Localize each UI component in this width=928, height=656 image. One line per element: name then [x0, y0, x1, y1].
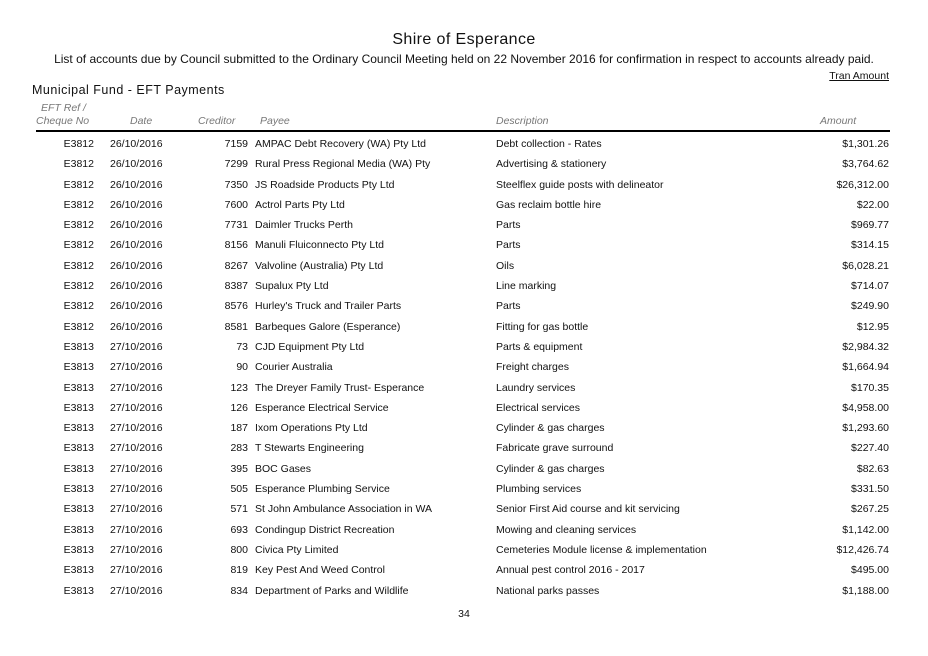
- cell-payee: Esperance Electrical Service: [255, 401, 389, 414]
- cell-ref: E3813: [63, 503, 94, 516]
- cell-date: 27/10/2016: [110, 381, 163, 394]
- cell-payee: Esperance Plumbing Service: [255, 483, 390, 496]
- cell-payee: The Dreyer Family Trust- Esperance: [255, 381, 425, 394]
- cell-creditor: 395: [230, 462, 248, 475]
- table-row: [0, 417, 928, 437]
- cell-amount: $22.00: [856, 198, 889, 211]
- cell-date: 27/10/2016: [110, 584, 163, 597]
- cell-ref: E3812: [63, 178, 94, 191]
- table-row: [0, 255, 928, 275]
- cell-payee: BOC Gases: [255, 462, 312, 475]
- document-title: Shire of Esperance: [392, 31, 536, 48]
- cell-ref: E3813: [63, 401, 94, 414]
- cell-ref: E3812: [63, 219, 94, 232]
- cell-creditor: 8156: [224, 239, 248, 252]
- cell-creditor: 7350: [224, 178, 248, 191]
- cell-date: 27/10/2016: [110, 401, 163, 414]
- cell-date: 27/10/2016: [110, 462, 163, 475]
- fund-section-title: Municipal Fund - EFT Payments: [32, 83, 225, 97]
- cell-payee: Hurley's Truck and Trailer Parts: [255, 300, 402, 313]
- table-row: [0, 458, 928, 478]
- cell-ref: E3812: [63, 138, 94, 150]
- cell-ref: E3812: [63, 158, 94, 171]
- cell-ref: E3812: [63, 320, 94, 333]
- table-row: [0, 397, 928, 417]
- cell-payee: Manuli Fluiconnecto Pty Ltd: [255, 239, 384, 252]
- cell-amount: $3,764.62: [842, 158, 889, 171]
- cell-ref: E3813: [63, 564, 94, 577]
- table-row: [0, 133, 928, 153]
- cell-creditor: 800: [230, 543, 248, 556]
- cell-description: Laundry services: [496, 381, 576, 394]
- cell-amount: $331.50: [851, 483, 889, 496]
- cell-description: Cemeteries Module license & implementation: [496, 543, 707, 556]
- cell-date: 26/10/2016: [110, 158, 163, 171]
- cell-payee: JS Roadside Products Pty Ltd: [255, 178, 395, 191]
- cell-ref: E3813: [63, 483, 94, 496]
- table-row: [0, 174, 928, 194]
- cell-creditor: 7159: [224, 138, 248, 150]
- cell-ref: E3813: [63, 442, 94, 455]
- cell-date: 26/10/2016: [110, 138, 163, 150]
- cell-creditor: 283: [230, 442, 248, 455]
- cell-creditor: 834: [230, 584, 248, 597]
- cell-payee: Daimler Trucks Perth: [255, 219, 354, 232]
- cell-creditor: 693: [230, 523, 248, 536]
- cell-payee: Key Pest And Weed Control: [255, 564, 385, 577]
- cell-ref: E3813: [63, 543, 94, 556]
- cell-description: Steelflex guide posts with delineator: [496, 178, 664, 191]
- cell-payee: Courier Australia: [255, 361, 333, 374]
- cell-date: 26/10/2016: [110, 198, 163, 211]
- table-row: [0, 194, 928, 214]
- cell-description: Fitting for gas bottle: [496, 320, 589, 333]
- table-row: [0, 356, 928, 376]
- cell-description: Parts: [496, 300, 521, 313]
- cell-amount: $26,312.00: [836, 178, 889, 191]
- cell-amount: $12.95: [856, 320, 889, 333]
- cell-date: 26/10/2016: [110, 259, 163, 272]
- cell-description: Gas reclaim bottle hire: [496, 198, 602, 211]
- cell-creditor: 7299: [224, 158, 248, 171]
- cell-description: Annual pest control 2016 - 2017: [496, 564, 645, 577]
- table-row: [0, 437, 928, 457]
- payments-table-body: [0, 133, 928, 600]
- cell-creditor: 7600: [224, 198, 248, 211]
- cell-amount: $969.77: [851, 219, 889, 232]
- cell-ref: E3812: [63, 300, 94, 313]
- cell-payee: Department of Parks and Wildlife: [255, 584, 409, 597]
- cell-date: 26/10/2016: [110, 320, 163, 333]
- cell-ref: E3813: [63, 523, 94, 536]
- cell-description: Senior First Aid course and kit servicing: [496, 503, 680, 516]
- cell-date: 27/10/2016: [110, 340, 163, 353]
- cell-creditor: 8581: [224, 320, 248, 333]
- cell-ref: E3813: [63, 422, 94, 435]
- column-header-date: Date: [130, 115, 153, 127]
- cell-description: Parts & equipment: [496, 340, 583, 353]
- cell-date: 27/10/2016: [110, 564, 163, 577]
- column-header-creditor: Creditor: [198, 115, 236, 127]
- cell-payee: Ixom Operations Pty Ltd: [255, 422, 368, 435]
- cell-payee: Condingup District Recreation: [255, 523, 395, 536]
- header-divider: [36, 130, 890, 132]
- column-header-ref-line1: EFT Ref /: [41, 102, 86, 114]
- cell-ref: E3813: [63, 340, 94, 353]
- cell-creditor: 126: [230, 401, 248, 414]
- cell-payee: AMPAC Debt Recovery (WA) Pty Ltd: [255, 138, 426, 150]
- cell-amount: $12,426.74: [836, 543, 889, 556]
- cell-description: Cylinder & gas charges: [496, 462, 605, 475]
- column-header-payee: Payee: [260, 115, 290, 127]
- cell-payee: Civica Pty Limited: [255, 543, 339, 556]
- cell-amount: $267.25: [851, 503, 889, 516]
- cell-date: 27/10/2016: [110, 361, 163, 374]
- cell-amount: $1,188.00: [842, 584, 889, 597]
- cell-payee: T Stewarts Engineering: [255, 442, 364, 455]
- cell-creditor: 73: [236, 340, 248, 353]
- column-header-amount: Amount: [820, 115, 857, 127]
- column-header-description: Description: [496, 115, 549, 127]
- cell-payee: Barbeques Galore (Esperance): [255, 320, 401, 333]
- cell-description: Cylinder & gas charges: [496, 422, 605, 435]
- column-header-ref-line2: Cheque No: [36, 115, 90, 127]
- cell-amount: $1,142.00: [842, 523, 889, 536]
- cell-creditor: 505: [230, 483, 248, 496]
- cell-amount: $227.40: [851, 442, 889, 455]
- cell-creditor: 187: [230, 422, 248, 435]
- cell-amount: $170.35: [851, 381, 889, 394]
- cell-ref: E3813: [63, 584, 94, 597]
- table-row: [0, 519, 928, 539]
- cell-date: 26/10/2016: [110, 219, 163, 232]
- cell-payee: Rural Press Regional Media (WA) Pty: [255, 158, 431, 171]
- cell-payee: Actrol Parts Pty Ltd: [255, 198, 345, 211]
- cell-amount: $82.63: [856, 462, 889, 475]
- cell-description: Oils: [496, 259, 515, 272]
- page-number: 34: [458, 608, 470, 620]
- cell-date: 27/10/2016: [110, 503, 163, 516]
- table-row: [0, 559, 928, 579]
- cell-date: 27/10/2016: [110, 422, 163, 435]
- table-row: [0, 234, 928, 254]
- cell-creditor: 819: [230, 564, 248, 577]
- cell-date: 27/10/2016: [110, 442, 163, 455]
- cell-amount: $1,301.26: [842, 138, 889, 150]
- cell-payee: Valvoline (Australia) Pty Ltd: [255, 259, 384, 272]
- tran-amount-label: Tran Amount: [829, 70, 889, 82]
- table-row: [0, 275, 928, 295]
- cell-description: Advertising & stationery: [496, 158, 607, 171]
- table-row: [0, 498, 928, 518]
- document-subtitle: List of accounts due by Council submitted to the Ordinary Council Meeting held on 22 November 2016 for confirmation in respect to accounts already paid.: [54, 52, 874, 66]
- table-row: [0, 377, 928, 397]
- cell-amount: $249.90: [851, 300, 889, 313]
- cell-ref: E3812: [63, 239, 94, 252]
- table-row: [0, 214, 928, 234]
- cell-payee: Supalux Pty Ltd: [255, 280, 329, 293]
- cell-creditor: 571: [230, 503, 248, 516]
- cell-date: 27/10/2016: [110, 523, 163, 536]
- cell-date: 26/10/2016: [110, 280, 163, 293]
- cell-amount: $1,664.94: [842, 361, 889, 374]
- cell-description: Line marking: [496, 280, 557, 293]
- cell-creditor: 8267: [224, 259, 248, 272]
- cell-ref: E3813: [63, 381, 94, 394]
- cell-ref: E3812: [63, 280, 94, 293]
- cell-date: 26/10/2016: [110, 300, 163, 313]
- cell-description: Fabricate grave surround: [496, 442, 614, 455]
- cell-description: National parks passes: [496, 584, 600, 597]
- cell-date: 26/10/2016: [110, 178, 163, 191]
- cell-description: Electrical services: [496, 401, 581, 414]
- table-row: [0, 316, 928, 336]
- cell-amount: $714.07: [851, 280, 889, 293]
- cell-amount: $1,293.60: [842, 422, 889, 435]
- cell-ref: E3813: [63, 361, 94, 374]
- cell-amount: $6,028.21: [842, 259, 889, 272]
- table-row: [0, 295, 928, 315]
- cell-amount: $314.15: [851, 239, 889, 252]
- cell-creditor: 8387: [224, 280, 248, 293]
- cell-payee: St John Ambulance Association in WA: [255, 503, 433, 516]
- cell-date: 27/10/2016: [110, 543, 163, 556]
- cell-description: Plumbing services: [496, 483, 582, 496]
- table-row: [0, 580, 928, 600]
- cell-description: Debt collection - Rates: [496, 138, 602, 150]
- cell-date: 26/10/2016: [110, 239, 163, 252]
- cell-payee: CJD Equipment Pty Ltd: [255, 340, 365, 353]
- cell-creditor: 7731: [224, 219, 248, 232]
- cell-description: Freight charges: [496, 361, 569, 374]
- table-row: [0, 336, 928, 356]
- table-row: [0, 153, 928, 173]
- cell-ref: E3812: [63, 259, 94, 272]
- table-row: [0, 478, 928, 498]
- cell-creditor: 123: [230, 381, 248, 394]
- cell-description: Parts: [496, 219, 521, 232]
- cell-amount: $2,984.32: [842, 340, 889, 353]
- cell-ref: E3812: [63, 198, 94, 211]
- cell-description: Parts: [496, 239, 521, 252]
- cell-ref: E3813: [63, 462, 94, 475]
- table-row: [0, 539, 928, 559]
- cell-creditor: 90: [236, 361, 248, 374]
- cell-description: Mowing and cleaning services: [496, 523, 637, 536]
- cell-creditor: 8576: [224, 300, 248, 313]
- cell-date: 27/10/2016: [110, 483, 163, 496]
- cell-amount: $4,958.00: [842, 401, 889, 414]
- cell-amount: $495.00: [851, 564, 889, 577]
